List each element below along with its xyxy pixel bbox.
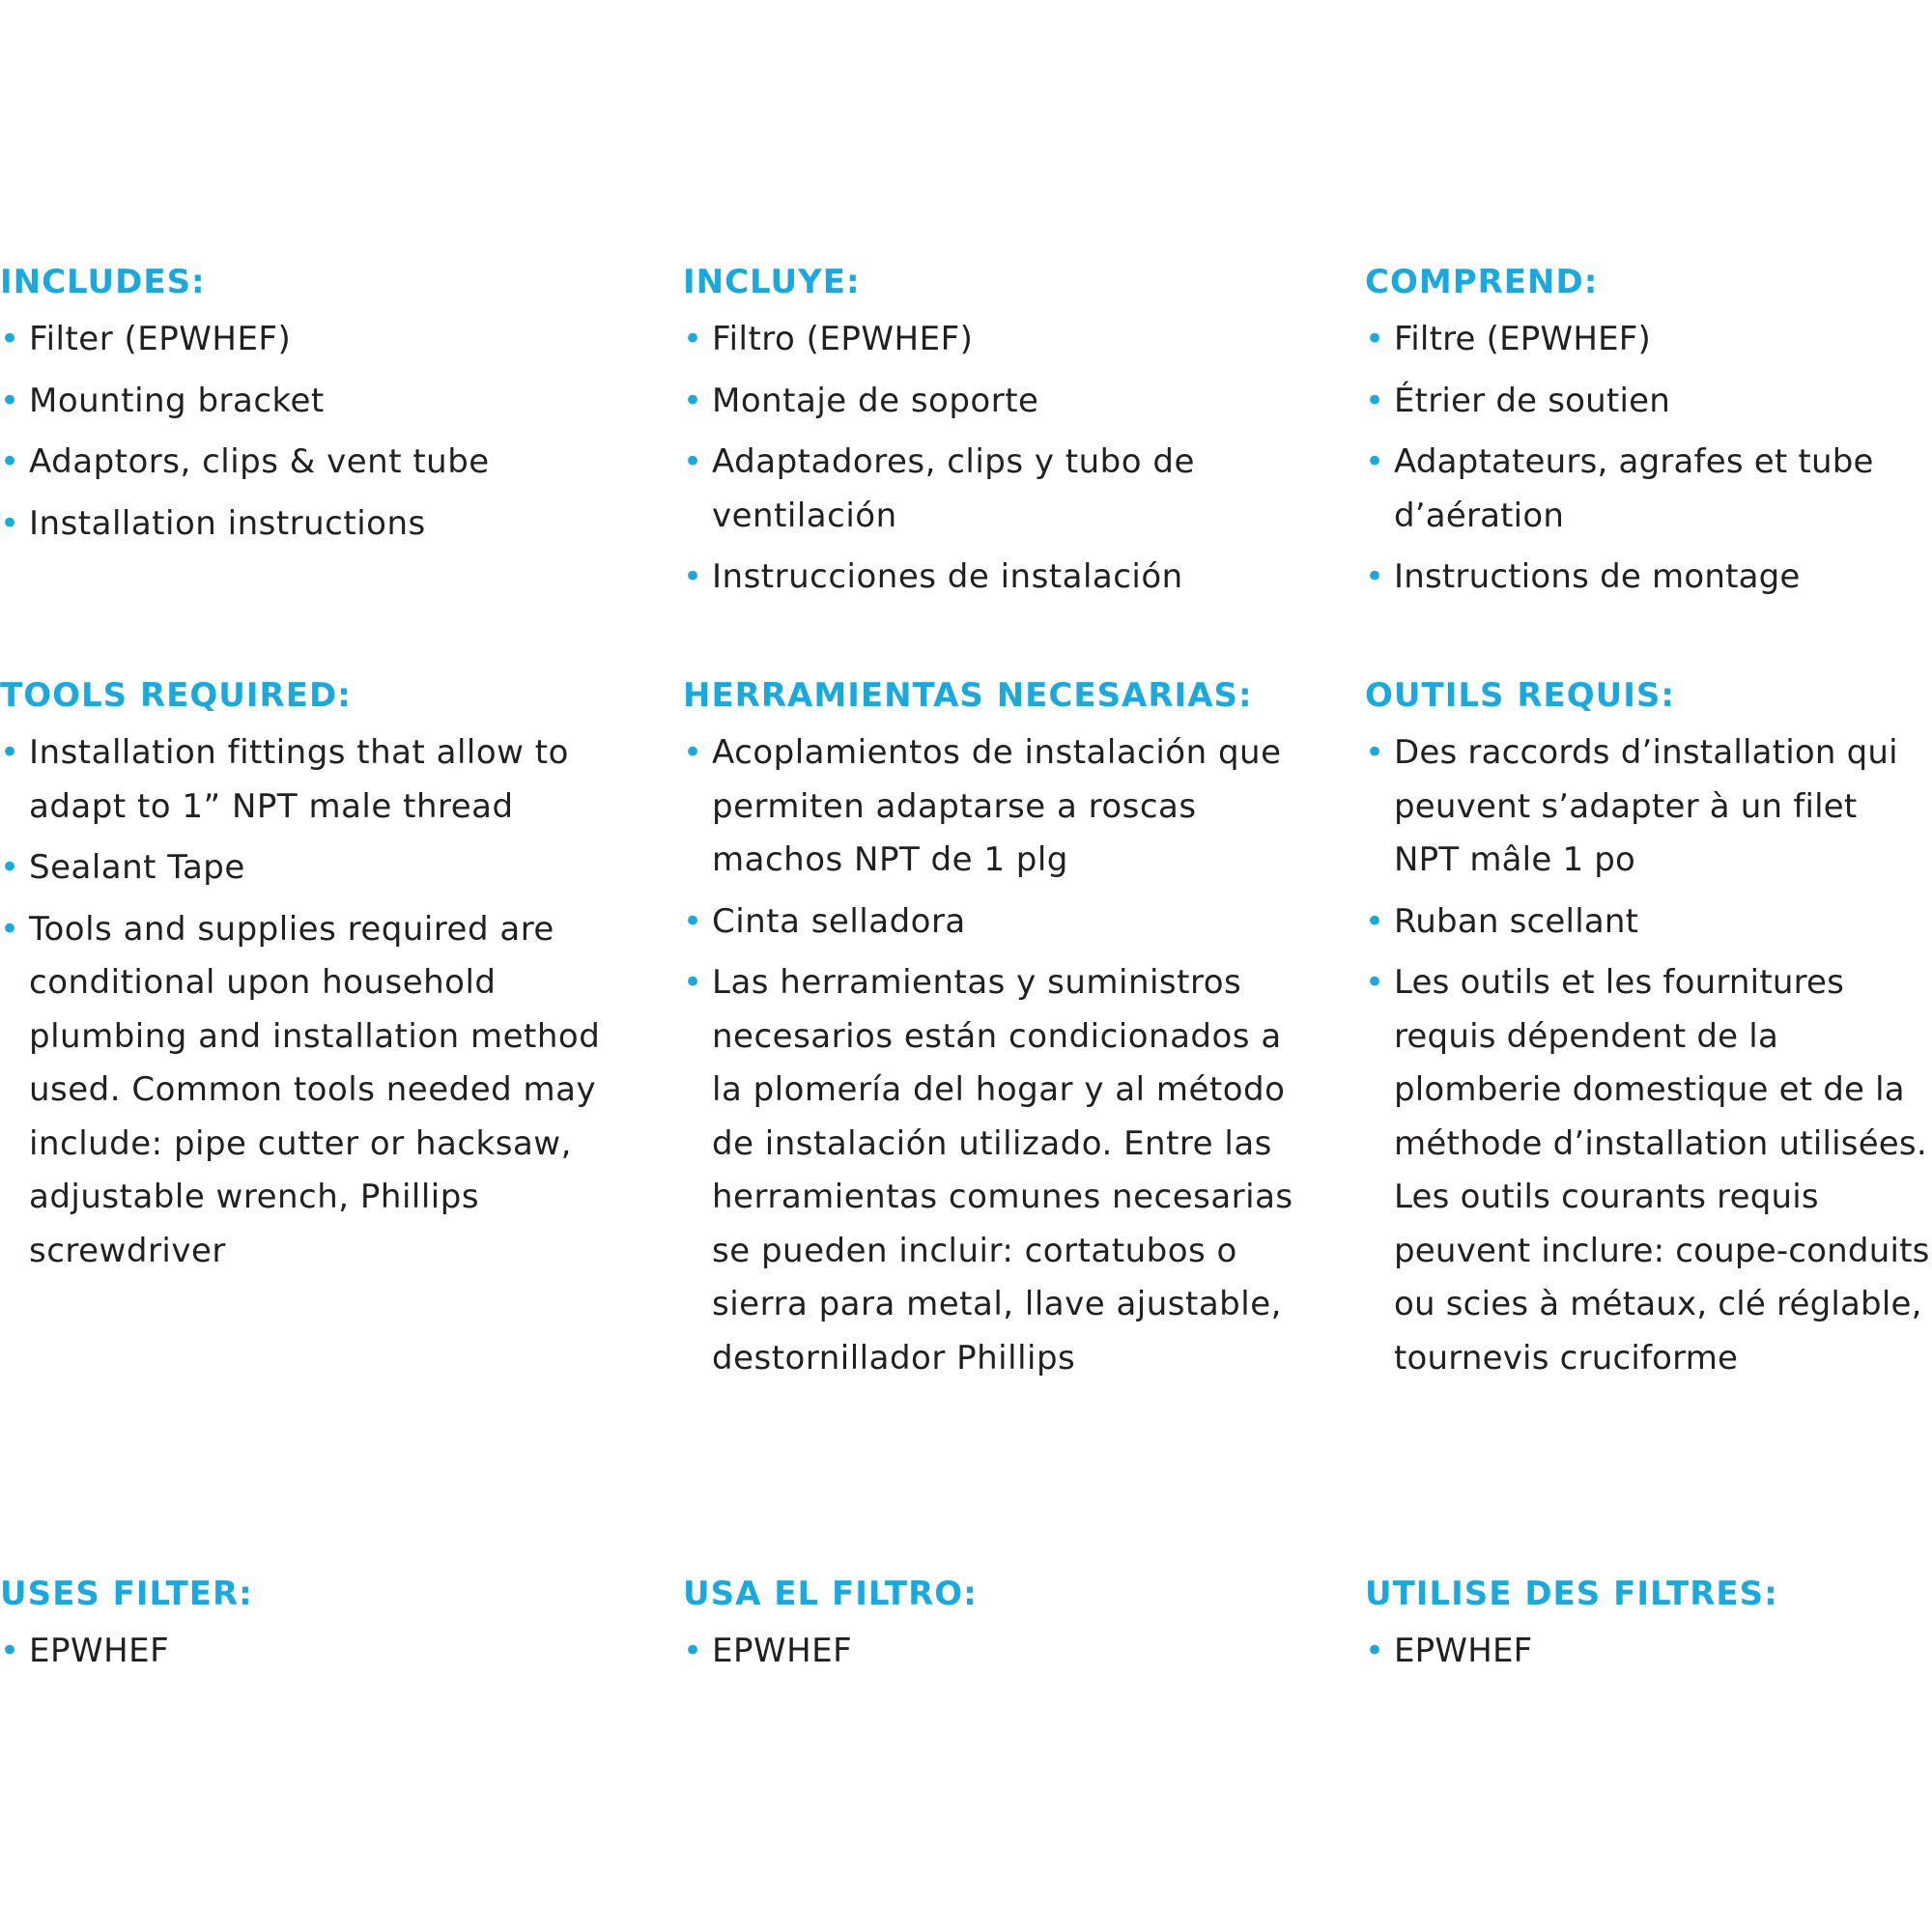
uses-list-es <box>683 1625 1301 1679</box>
list-item: • Les outils et les fournitures requis dépendent de la plomberie domestique et de la méthode d’installation utilisées. Les outils courants requis peuvent inclure: coupe-conduits ou scies à métaux, clé réglable, tournevis cruciforme <box>1365 956 1932 1385</box>
tools-list-en <box>0 726 618 1278</box>
list-item: • Installation fittings that allow to adapt to 1” NPT male thread <box>0 726 618 834</box>
tools-heading-en: TOOLS REQUIRED: <box>0 676 352 715</box>
bullet-icon: • <box>0 848 20 887</box>
list-item: • Acoplamientos de instalación que permiten adaptarse a roscas machos NPT de 1 plg <box>683 726 1301 888</box>
list-item: • Adaptors, clips & vent tube <box>0 436 618 490</box>
tools-heading-fr: OUTILS REQUIS: <box>1365 676 1675 715</box>
bullet-icon: • <box>1365 733 1385 772</box>
tools-section-es <box>683 674 1301 1393</box>
bullet-icon: • <box>1365 557 1385 596</box>
list-item: • Mounting bracket <box>0 375 618 429</box>
bullet-icon: • <box>0 1632 20 1670</box>
list-item: • Tools and supplies required are conditional upon household plumbing and installation method used. Common tools needed may include: pipe cutter or hacksaw, adjustable wrench, Phillips screwdriver <box>0 903 618 1279</box>
list-item: • Installation instructions <box>0 497 618 552</box>
list-item: • Las herramientas y suministros necesarios están condicionados a la plomería del hogar y al método de instalación utilizado. Entre las herramientas comunes necesarias se pueden incluir: cortatubos o sierra para metal, llave ajustable, destornillador Phillips <box>683 956 1301 1385</box>
bullet-icon: • <box>683 557 703 596</box>
uses-heading-es: USA EL FILTRO: <box>683 1575 978 1613</box>
list-item: • EPWHEF <box>1365 1625 1932 1679</box>
list-item: • Montaje de soporte <box>683 375 1301 429</box>
tools-section-fr <box>1365 674 1932 1393</box>
bullet-icon: • <box>683 381 703 420</box>
includes-section-es <box>683 261 1301 612</box>
uses-heading-fr: UTILISE DES FILTRES: <box>1365 1575 1778 1613</box>
bullet-icon: • <box>1365 1632 1385 1670</box>
includes-section-en <box>0 261 618 558</box>
includes-section-fr <box>1365 261 1932 612</box>
list-item: • Des raccords d’installation qui peuvent s’adapter à un filet NPT mâle 1 po <box>1365 726 1932 888</box>
list-item: • EPWHEF <box>0 1625 618 1679</box>
includes-list-es <box>683 313 1301 605</box>
bullet-icon: • <box>0 503 20 543</box>
includes-heading-es: INCLUYE: <box>683 263 861 301</box>
bullet-icon: • <box>683 320 703 358</box>
uses-heading-en: USES FILTER: <box>0 1575 253 1613</box>
tools-list-es <box>683 726 1301 1385</box>
uses-section-es <box>683 1573 1301 1687</box>
list-item: • Étrier de soutien <box>1365 375 1932 429</box>
uses-list-en <box>0 1625 618 1679</box>
bullet-icon: • <box>683 1632 703 1670</box>
tools-heading-es: HERRAMIENTAS NECESARIAS: <box>683 676 1253 715</box>
bullet-icon: • <box>1365 320 1385 358</box>
list-item: • Cinta selladora <box>683 895 1301 950</box>
list-item: • Instrucciones de instalación <box>683 551 1301 605</box>
includes-list-en <box>0 313 618 551</box>
bullet-icon: • <box>1365 381 1385 420</box>
bullet-icon: • <box>683 442 703 481</box>
list-item: • Sealant Tape <box>0 841 618 895</box>
bullet-icon: • <box>0 733 20 772</box>
list-item: • Filtro (EPWHEF) <box>683 313 1301 367</box>
uses-section-en <box>0 1573 618 1687</box>
bullet-icon: • <box>1365 901 1385 941</box>
list-item: • Ruban scellant <box>1365 895 1932 950</box>
bullet-icon: • <box>1365 963 1385 1002</box>
list-item: • Filter (EPWHEF) <box>0 313 618 367</box>
includes-heading-en: INCLUDES: <box>0 263 206 301</box>
bullet-icon: • <box>683 733 703 772</box>
bullet-icon: • <box>0 320 20 358</box>
bullet-icon: • <box>683 963 703 1002</box>
list-item: • EPWHEF <box>683 1625 1301 1679</box>
list-item: • Adaptateurs, agrafes et tube d’aération <box>1365 436 1932 543</box>
uses-section-fr <box>1365 1573 1932 1687</box>
tools-list-fr <box>1365 726 1932 1385</box>
includes-list-fr <box>1365 313 1932 605</box>
list-item: • Instructions de montage <box>1365 551 1932 605</box>
bullet-icon: • <box>0 381 20 420</box>
bullet-icon: • <box>683 901 703 941</box>
uses-list-fr <box>1365 1625 1932 1679</box>
list-item: • Filtre (EPWHEF) <box>1365 313 1932 367</box>
bullet-icon: • <box>0 442 20 481</box>
bullet-icon: • <box>1365 442 1385 481</box>
list-item: • Adaptadores, clips y tubo de ventilación <box>683 436 1301 543</box>
bullet-icon: • <box>0 909 20 949</box>
includes-heading-fr: COMPREND: <box>1365 263 1599 301</box>
tools-section-en <box>0 674 618 1286</box>
